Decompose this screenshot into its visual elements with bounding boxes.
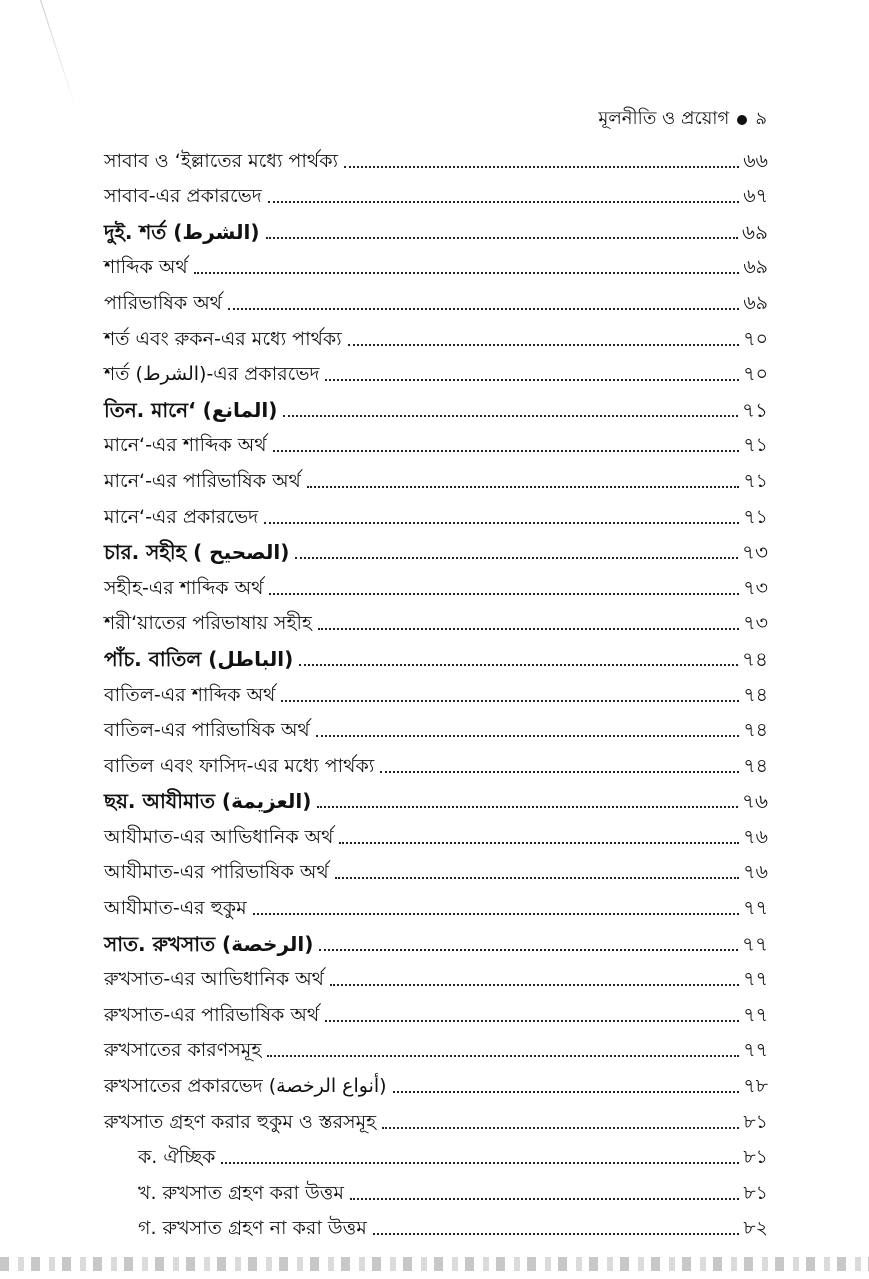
toc-entry-page: ৭৭ [743, 1039, 768, 1062]
toc-entry-title: ছয়. আযীমাত (العزيمة) [104, 789, 312, 814]
toc-entry-title: সাবাব ও ‘ইল্লাতের মধ্যে পার্থক্য [104, 149, 339, 172]
toc-entry-title: পারিভাষিক অর্থ [104, 291, 222, 314]
toc-entry-title: সাত. রুখসাত (الرخصة) [104, 931, 314, 956]
toc-entry-page: ৮২ [743, 1217, 768, 1240]
toc-section-heading [104, 779, 768, 815]
dot-leader [335, 877, 740, 879]
toc-entry [104, 494, 768, 530]
toc-entry [104, 1099, 768, 1135]
toc-entry [104, 992, 768, 1028]
toc-entry-title: গ. রুখসাত গ্রহণ না করা উত্তম [138, 1217, 367, 1240]
toc-entry [104, 743, 768, 779]
toc-entry-page: ৭৭ [743, 1003, 768, 1026]
toc-entry [104, 1170, 768, 1206]
toc-entry-title: রুখসাত-এর পারিভাষিক অর্থ [104, 1003, 320, 1026]
dot-leader [221, 1162, 739, 1164]
toc-entry-title: পাঁচ. বাতিল (الباطل) [104, 646, 294, 671]
toc-entry-page: ৭৩ [741, 540, 768, 565]
toc-entry-page: ৭৪ [742, 646, 768, 671]
toc-entry [104, 280, 768, 316]
toc-entry-title: আযীমাত-এর পারিভাষিক অর্থ [104, 861, 329, 884]
dot-leader [380, 771, 739, 773]
toc-entry-page: ৭১ [743, 469, 768, 492]
dot-leader [267, 1055, 739, 1057]
toc-entry-page: ৬৯ [743, 291, 768, 314]
dot-leader [318, 628, 739, 630]
toc-entry-title: চার. সহীহ ( الصحيح) [104, 540, 290, 565]
toc-entry [104, 565, 768, 601]
dot-leader [393, 1091, 740, 1093]
dot-leader [295, 557, 738, 559]
toc-entry-page: ৭৭ [741, 931, 768, 956]
toc-entry-page: ৮১ [743, 1110, 768, 1133]
toc-entry-page: ৬৬ [743, 149, 768, 172]
toc-entry-page: ৭৬ [741, 789, 768, 814]
toc-entry-title: মানে‘-এর শাব্দিক অর্থ [104, 434, 267, 457]
toc-entry-page: ৮১ [743, 1146, 768, 1169]
dot-leader [307, 486, 739, 488]
toc-entry [104, 1135, 768, 1171]
dot-leader [317, 806, 738, 808]
toc-entry-title: শর্ত (الشرط)-এর প্রকারভেদ [104, 363, 320, 386]
toc-entry-page: ৭৮ [743, 1075, 768, 1098]
toc-entry-title: বাতিল এবং ফাসিদ-এর মধ্যে পার্থক্য [104, 754, 375, 777]
running-title: মূলনীতি ও প্রয়োগ [598, 108, 730, 129]
dot-leader [266, 237, 739, 239]
toc-entry-page: ৭৬ [743, 861, 768, 884]
toc-entry [104, 1063, 768, 1099]
toc-entry [104, 814, 768, 850]
toc-entry-title: শরী‘য়াতের পরিভাষায় সহীহ [104, 612, 312, 635]
toc-entry-page: ৭৩ [743, 612, 768, 635]
toc-entry-title: রুখসাত-এর আভিধানিক অর্থ [104, 968, 324, 991]
dot-leader [373, 1233, 740, 1235]
toc-entry-title: সহীহ-এর শাব্দিক অর্থ [104, 576, 264, 599]
dot-leader [283, 415, 738, 417]
dot-leader [339, 842, 739, 844]
toc-entry [104, 1028, 768, 1064]
toc-entry-title: আযীমাত-এর হুকুম [104, 897, 247, 920]
toc-entry [104, 885, 768, 921]
toc-entry-page: ৭৭ [743, 968, 768, 991]
toc-entry-title: সাবাব-এর প্রকারভেদ [104, 185, 262, 208]
toc-entry-title: আযীমাত-এর আভিধানিক অর্থ [104, 825, 334, 848]
toc-entry [104, 957, 768, 993]
toc-entry-page: ৬৯ [742, 219, 768, 244]
toc-entry-title: ক. ঐচ্ছিক [138, 1146, 216, 1169]
toc-entry-page: ৭৬ [743, 825, 768, 848]
toc-entry-title: রুখসাতের প্রকারভেদ (أنواع الرخصة) [104, 1075, 387, 1098]
toc-entry [104, 458, 768, 494]
toc-entry-page: ৭৭ [743, 897, 768, 920]
toc-section-heading [104, 921, 768, 957]
dot-leader [264, 522, 739, 524]
dot-leader [382, 1127, 739, 1129]
dot-leader [273, 450, 740, 452]
toc-entry-page: ৮১ [743, 1181, 768, 1204]
toc-entry-title: শর্ত এবং রুকন-এর মধ্যে পার্থক্য [104, 327, 342, 350]
toc-entry-title: বাতিল-এর শাব্দিক অর্থ [104, 683, 276, 706]
dot-leader [325, 379, 739, 381]
toc-section-heading [104, 387, 768, 423]
toc-entry-page: ৭১ [743, 434, 768, 457]
toc-entry-title: খ. রুখসাত গ্রহণ করা উত্তম [138, 1181, 344, 1204]
toc-entry-page: ৭৪ [743, 754, 768, 777]
toc-entry-title: দুই. শর্ত (الشرط) [104, 219, 260, 244]
toc-section-heading [104, 636, 768, 672]
toc-entry [104, 138, 768, 174]
dot-leader [350, 1198, 739, 1200]
toc-entry-page: ৭১ [742, 397, 768, 422]
dot-leader [228, 308, 739, 310]
dot-leader [330, 984, 739, 986]
dot-leader [281, 700, 739, 702]
dot-leader [253, 913, 740, 915]
toc-entry [104, 352, 768, 388]
toc-entry [104, 601, 768, 637]
toc-entry-page: ৬৭ [743, 185, 768, 208]
dot-leader [269, 593, 739, 595]
toc-entry [104, 316, 768, 352]
toc-section-heading [104, 209, 768, 245]
toc-entry-title: তিন. মানে‘ (المانع) [104, 397, 278, 422]
running-header [598, 104, 767, 135]
dot-leader [319, 949, 738, 951]
toc-entry-title: মানে‘-এর পারিভাষিক অর্থ [104, 469, 301, 492]
toc-entry-title: শাব্দিক অর্থ [104, 256, 188, 279]
dot-leader [316, 735, 740, 737]
toc-entry-page: ৬৯ [743, 256, 768, 279]
toc-entry-title: মানে‘-এর প্রকারভেদ [104, 505, 259, 528]
toc-entry-page: ৭০ [743, 327, 768, 350]
toc-entry [104, 423, 768, 459]
dot-leader [299, 664, 738, 666]
toc-entry-page: ৭১ [743, 505, 768, 528]
dot-leader [348, 344, 740, 346]
page-number: ৯ [755, 108, 767, 129]
toc-entry [104, 245, 768, 281]
toc-entry-page: ৭৪ [743, 719, 768, 742]
toc-entry [104, 708, 768, 744]
toc-entry-page: ৭০ [743, 363, 768, 386]
dot-leader [194, 272, 740, 274]
dot-leader [325, 1020, 739, 1022]
page-fold-mark [40, 0, 78, 114]
table-of-contents [104, 138, 768, 1241]
toc-section-heading [104, 530, 768, 566]
dot-leader [344, 166, 739, 168]
dot-leader [268, 201, 740, 203]
toc-entry-page: ৭৪ [743, 683, 768, 706]
toc-entry-title: বাতিল-এর পারিভাষিক অর্থ [104, 719, 310, 742]
toc-entry [104, 672, 768, 708]
toc-entry-page: ৭৩ [743, 576, 768, 599]
toc-entry-title: রুখসাত গ্রহণ করার হুকুম ও স্তরসমূহ [104, 1110, 377, 1133]
bullet-icon [737, 115, 747, 125]
toc-entry [104, 1206, 768, 1242]
toc-entry [104, 174, 768, 210]
toc-entry [104, 850, 768, 886]
toc-entry-title: রুখসাতের কারণসমূহ [104, 1039, 262, 1062]
footer-ornament [0, 1257, 869, 1271]
